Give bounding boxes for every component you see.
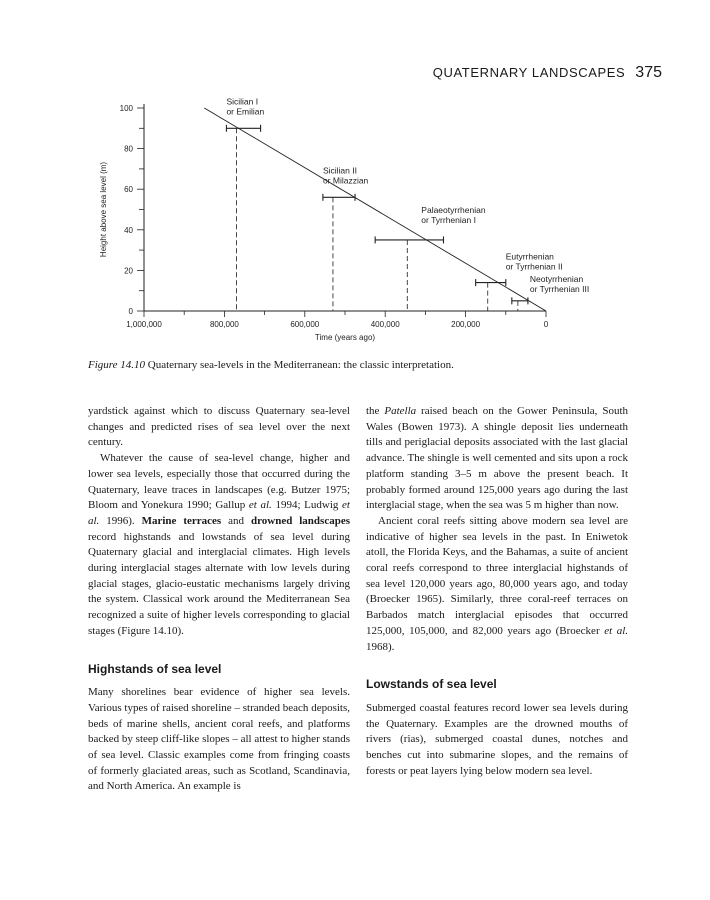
figure-caption-text: Quaternary sea-levels in the Mediterranean: the classic interpretation.	[147, 359, 454, 371]
text-run: record highstands and lowstands of sea level during Quaternary glacial and interglacial climates. High levels during interglacial stages alternate with low levels during glacial stages, glacio-eustatic mechanisms largely driving the system. Classical work around the Mediterranean Sea recognized a suite of higher levels corresponding to glacial stages (Figure 14.10).	[88, 530, 350, 637]
chart-axes	[144, 104, 546, 311]
x-tick-label: 200,000	[451, 320, 481, 329]
stage-label: or Tyrrhenian III	[529, 283, 590, 294]
stage-label: Palaeotyrrhenian	[421, 204, 486, 215]
paragraph	[88, 451, 350, 639]
text-run: 1994; Ludwig	[271, 499, 343, 512]
x-tick-label: 1,000,000	[126, 320, 162, 329]
text-column-left	[88, 404, 350, 795]
stage-label: or Emilian	[226, 106, 265, 117]
running-title: QUATERNARY LANDSCAPES	[432, 65, 626, 80]
stage-label: Sicilian I	[226, 96, 259, 107]
text-run: et al.	[604, 624, 629, 637]
y-tick-label: 40	[124, 225, 133, 235]
chart-marks	[204, 108, 546, 311]
sea-level-chart	[0, 0, 710, 350]
text-run: raised beach on the Gower Peninsula, South Wales (Bowen 1973). A shingle deposit lies underneath tills and periglacial deposits associated with the last glacial advance. The shingle is well cemented and sits upon a rock platform standing 3–5 m above the present beach. It probably formed around 125,000 years ago during the last interglacial stage, when the sea was 5 m higher than now.	[366, 405, 628, 512]
key-term: drowned landscapes	[250, 514, 350, 527]
stage-label: or Milazzian	[322, 175, 369, 186]
y-tick-label: 100	[119, 104, 133, 113]
y-tick-label: 80	[124, 144, 133, 154]
paragraph	[366, 514, 628, 655]
y-tick-label: 60	[124, 185, 133, 195]
paragraph: Submerged coastal features record lower sea levels during the Quaternary. Examples are the drowned mouths of rivers (rias), submerged coastal dunes, notches and benches cut into submarine slopes, and the remains of forests or peat layers lying below modern sea level.	[366, 701, 628, 777]
x-axis-title: Time (years ago)	[314, 333, 376, 342]
trend-line	[204, 108, 546, 311]
figure-label: Figure 14.10	[88, 359, 146, 371]
y-axis-title: Height above sea level (m)	[99, 161, 108, 258]
text-run: et al.	[88, 499, 350, 527]
text-run: and	[221, 514, 251, 527]
page-number: 375	[635, 64, 662, 81]
x-tick-label: 0	[543, 320, 549, 329]
section-heading-highstands: Highstands of sea level	[88, 661, 222, 676]
stage-label: Sicilian II	[322, 165, 357, 176]
text-run: the	[366, 405, 385, 417]
y-tick-label: 20	[124, 266, 133, 276]
section-heading-lowstands: Lowstands of sea level	[366, 677, 497, 692]
text-run: 1968).	[366, 640, 395, 653]
y-tick-label: 0	[128, 307, 133, 316]
paragraph: Many shorelines bear evidence of higher sea levels. Various types of raised shoreline – stranded beach deposits, beds of marine shells, ancient coral reefs, and platforms backed by steep cliff-like slopes – all attest to higher stands of sea level. Classic examples come from fringing coasts of formerly glaciated areas, such as Scotland, Scandinavia, and North America. An example is	[88, 686, 350, 793]
x-tick-label: 600,000	[290, 320, 320, 329]
figure-caption	[88, 359, 648, 371]
chart-labels	[99, 96, 589, 342]
text-column-right	[366, 404, 628, 779]
x-tick-label: 800,000	[209, 320, 239, 329]
text-run: et al.	[248, 499, 272, 512]
text-run: 1996).	[99, 514, 142, 527]
stage-label: Eutyrrhenian	[505, 251, 554, 262]
paragraph: yardstick against which to discuss Quaternary sea-level changes and predicted rises of sea level over the next century.	[88, 405, 350, 449]
key-term: Marine terraces	[141, 514, 222, 527]
text-run: Patella	[384, 405, 417, 417]
stage-label: or Tyrrhenian I	[421, 214, 476, 225]
text-run: Ancient coral reefs sitting above modern sea level are indicative of higher sea levels in the past. In Eniwetok atoll, the Florida Keys, and the Bahamas, a suite of ancient coral reefs correspond to three interglacial highstands of sea level 120,000 years ago, 80,000 years ago, and today (Broecker 1965). Similarly, three coral-reef terraces on Barbados match interglacial episodes that occurred 125,000, 105,000, and 82,000 years ago (Broecker	[366, 514, 628, 637]
paragraph	[366, 404, 628, 514]
text-run: Whatever the cause of sea-level change, higher and lower sea levels, especially those that occurred during the Quaternary, leave traces in landscapes (e.g. Butzer 1975; Bloom and Yonekura 1990; Gallup	[88, 452, 350, 512]
stage-label: Neotyrrhenian	[529, 273, 584, 284]
x-tick-label: 400,000	[370, 320, 400, 329]
stage-label: or Tyrrhenian II	[505, 261, 563, 272]
